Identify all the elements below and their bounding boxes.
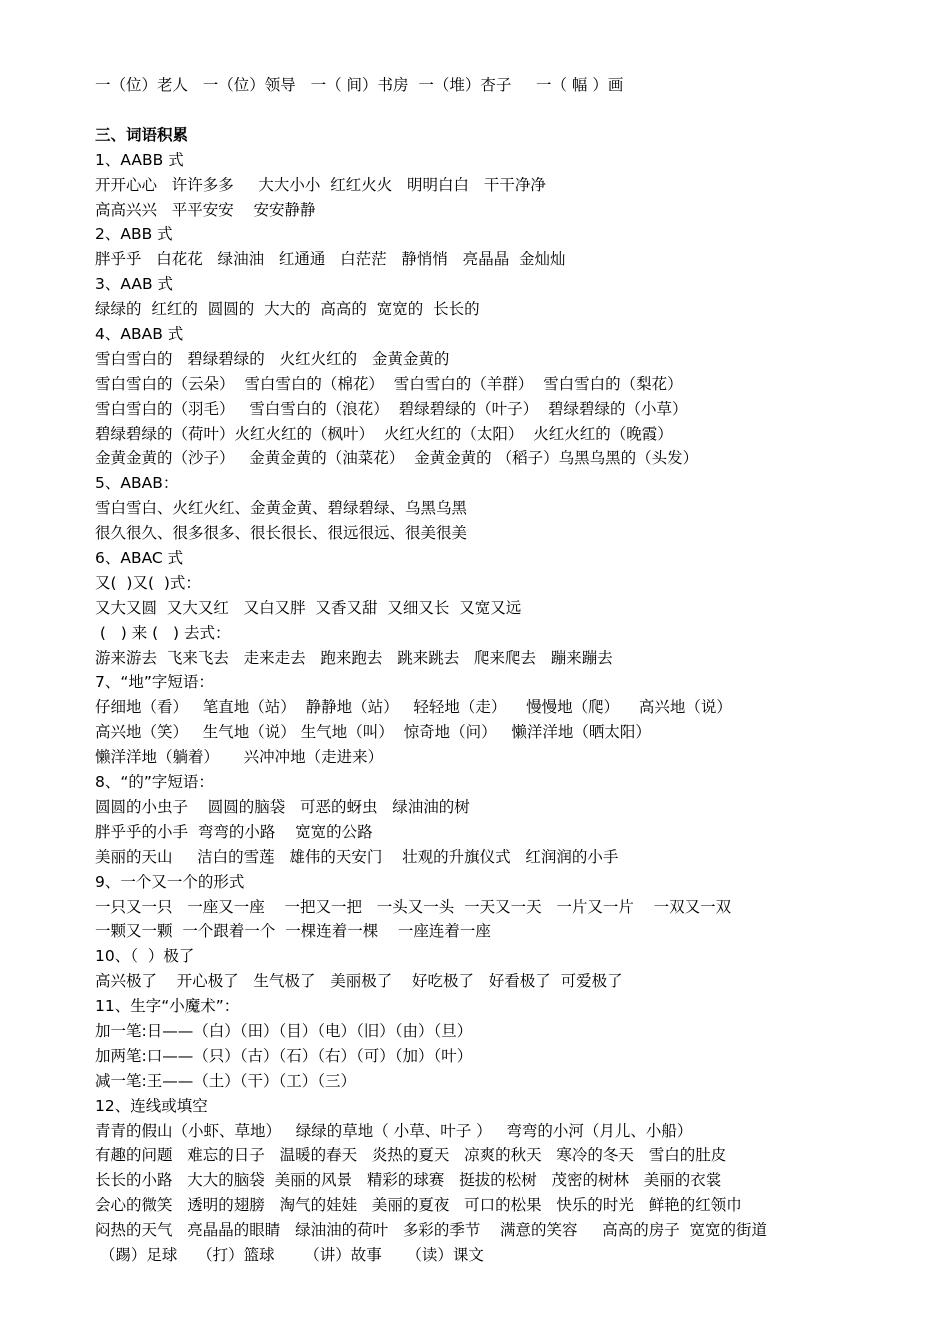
- text-line: 圆圆的小虫子 圆圆的脑袋 可恶的蚜虫 绿油油的树: [95, 797, 470, 816]
- text-line: 又( )又( )式：: [95, 573, 201, 592]
- text-line: 胖乎乎的小手 弯弯的小路 宽宽的公路: [95, 822, 373, 841]
- text-line: 6、ABAC 式: [95, 549, 184, 568]
- text-line: 胖乎乎 白花花 绿油油 红通通 白茫茫 静悄悄 亮晶晶 金灿灿: [95, 250, 566, 269]
- text-line: 加一笔:日——（白）（田）（目）（电）（旧）（由）（旦）: [95, 1021, 473, 1040]
- measure-word-line: 一（位）老人 一（位）领导 一（ 间）书房 一（堆）杏子 一（ 幅 ）画: [95, 76, 624, 94]
- text-line: 金黄金黄的（沙子） 金黄金黄的（油菜花） 金黄金黄的 （稻子）乌黑乌黑的（头发）: [95, 449, 699, 468]
- text-line: 高兴地（笑） 生气地（说） 生气地（叫） 惊奇地（问） 懒洋洋地（晒太阳）: [95, 723, 651, 742]
- document-page: [95, 73, 895, 1268]
- text-line: 高高兴兴 平平安安 安安静静: [95, 200, 316, 219]
- text-line: 减一笔:王——（土）（干）（工）（三）: [95, 1071, 356, 1090]
- content-lines: [95, 148, 895, 1268]
- text-line: 又大又圆 又大又红 又白又胖 又香又甜 又细又长 又宽又远: [95, 598, 522, 617]
- section-title: 三、词语积累: [95, 125, 189, 144]
- text-line: （踢）足球 （打）篮球 （讲）故事 （读）课文: [95, 1245, 484, 1264]
- text-line: 雪白雪白的 碧绿碧绿的 火红火红的 金黄金黄的: [95, 349, 450, 368]
- text-line: 开开心心 许许多多 大大小小 红红火火 明明白白 干干净净: [95, 175, 546, 194]
- text-line: 碧绿碧绿的（荷叶）火红火红的（枫叶） 火红火红的（太阳） 火红火红的（晚霞）: [95, 424, 673, 443]
- text-line: 美丽的天山 洁白的雪莲 雄伟的天安门 壮观的升旗仪式 红润润的小手: [95, 847, 619, 866]
- text-line: 4、ABAB 式: [95, 325, 184, 344]
- text-line: 高兴极了 开心极了 生气极了 美丽极了 好吃极了 好看极了 可爱极了: [95, 972, 623, 991]
- text-line: 绿绿的 红红的 圆圆的 大大的 高高的 宽宽的 长长的: [95, 300, 480, 319]
- text-line: 加两笔:口——（只）（古）（石）（右）（可）（加）（叶）: [95, 1046, 473, 1065]
- text-line: 会心的微笑 透明的翅膀 淘气的娃娃 美丽的夏夜 可口的松果 快乐的时光 鲜艳的红领巾: [95, 1196, 742, 1215]
- text-line: 有趣的问题 难忘的日子 温暖的春天 炎热的夏天 凉爽的秋天 寒冷的冬天 雪白的肚皮: [95, 1146, 727, 1165]
- text-line: 长长的小路 大大的脑袋 美丽的风景 精彩的球赛 挺拔的松树 茂密的树林 美丽的衣裳: [95, 1171, 722, 1190]
- text-line: 雪白雪白、火红火红、金黄金黄、碧绿碧绿、乌黑乌黑: [95, 499, 468, 518]
- spacer: [95, 98, 895, 123]
- text-line: 7、“地”字短语：: [95, 673, 214, 692]
- text-line: 11、生字“小魔术”：: [95, 997, 240, 1016]
- text-line: 12、连线或填空: [95, 1096, 208, 1115]
- text-line: 一只又一只 一座又一座 一把又一把 一头又一头 一天又一天 一片又一片 一双又一双: [95, 897, 732, 916]
- text-line: 游来游去 飞来飞去 走来走去 跑来跑去 跳来跳去 爬来爬去 蹦来蹦去: [95, 648, 613, 667]
- text-line: 10、（ ）极了: [95, 947, 195, 966]
- text-line: 雪白雪白的（羽毛） 雪白雪白的（浪花） 碧绿碧绿的（叶子） 碧绿碧绿的（小草）: [95, 399, 688, 418]
- text-line: 3、AAB 式: [95, 275, 174, 294]
- text-line: 一颗又一颗 一个跟着一个 一棵连着一棵 一座连着一座: [95, 922, 491, 941]
- text-line: 5、ABAB：: [95, 474, 179, 493]
- text-line: 雪白雪白的（云朵） 雪白雪白的（棉花） 雪白雪白的（羊群） 雪白雪白的（梨花）: [95, 374, 683, 393]
- text-line: 懒洋洋地（躺着） 兴冲冲地（走进来）: [95, 748, 384, 767]
- text-line: ( ) 来 ( ) 去式：: [95, 623, 231, 642]
- text-line: 9、一个又一个的形式: [95, 872, 245, 891]
- text-line: 1、AABB 式: [95, 150, 184, 169]
- text-line: 很久很久、很多很多、很长很长、很远很远、很美很美: [95, 524, 468, 543]
- text-line: 闷热的天气 亮晶晶的眼睛 绿油油的荷叶 多彩的季节 满意的笑容 高高的房子 宽宽的街道: [95, 1221, 768, 1240]
- text-line: 仔细地（看） 笔直地（站） 静静地（站） 轻轻地（走） 慢慢地（爬） 高兴地（说）: [95, 698, 732, 717]
- text-line: 2、ABB 式: [95, 225, 173, 244]
- text-line: 8、“的”字短语：: [95, 773, 214, 792]
- text-line: 青青的假山（小虾、草地） 绿绿的草地（ 小草、叶子 ） 弯弯的小河（月儿、小船）: [95, 1121, 693, 1140]
